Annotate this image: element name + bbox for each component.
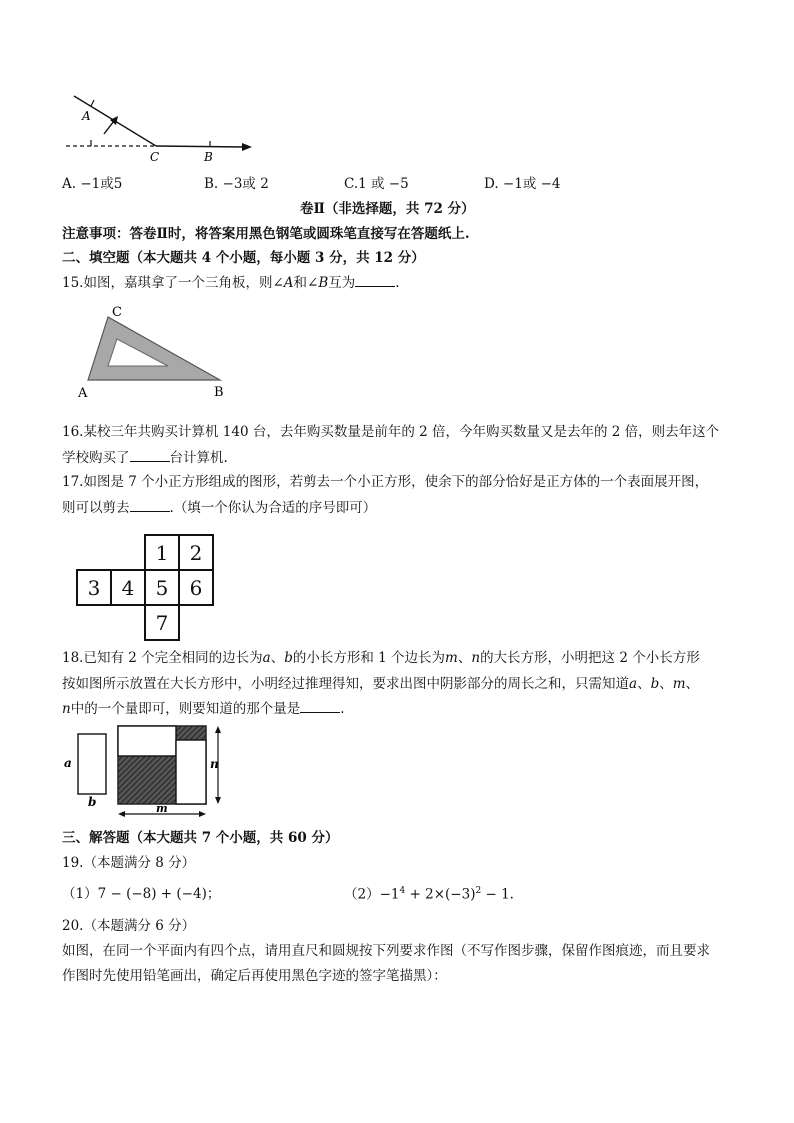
net-cell-3: 3 [77,570,111,605]
label-b: B [204,150,213,164]
q20-line2: 作图时先使用铅笔画出，确定后再使用黑色字迹的签字笔描黑）： [62,968,447,984]
rotation-arrow [104,121,114,134]
arrow-head-right [242,143,252,151]
label-a: A [82,109,91,123]
net-cell-4: 4 [111,570,145,605]
fig-label-n: n [210,757,219,771]
part2-title: 卷Ⅱ（非选择题，共 72 分） [300,201,475,217]
net-cell-6: 6 [179,570,213,605]
q18-var-b2: b [650,676,660,692]
net-cell-2: 2 [179,535,213,570]
q19-p2-c: − 1. [481,886,514,903]
section3-heading: 三、解答题（本大题共 7 个小题，共 60 分） [62,830,339,846]
q15-mid: 和∠ [293,275,319,291]
net-cell-7: 7 [145,605,179,640]
q18-line3 [62,700,345,717]
q15-triangle-figure [72,302,232,402]
q18-l1b: 的小长方形和 1 个边长为 [292,650,446,666]
fig-label-a: a [64,756,72,770]
tri-label-a: A [78,386,88,401]
q15-end: . [395,275,400,291]
dim-n-arrow-bottom [215,797,221,804]
q14-option-a[interactable]: A. −1或5 [62,176,123,192]
q18-var-n: n [471,650,481,666]
q18-line1 [62,650,700,666]
q20-line1: 如图，在同一个平面内有四个点，请用直尺和圆规按下列要求作图（不写作图步骤，保留作图痕迹，而且要求 [62,943,710,959]
dim-m-arrow-right [199,811,206,817]
inner-small-rect-top [118,726,176,756]
set-square-outer [88,317,220,380]
q18-sep2: 、 [457,650,472,666]
dim-m-arrow-left [118,811,125,817]
q18-sep3: 、 [637,676,651,692]
q17-line2 [62,499,376,516]
net-cell-1: 1 [145,535,179,570]
q18-l1a: 18.已知有 2 个完全相同的边长为 [62,650,263,666]
q16-after: 台计算机. [169,450,228,466]
q15-before: 15.如图，嘉琪拿了一个三角板，则∠ [62,275,284,291]
q18-var-b: b [284,650,293,666]
q18-l2a: 按如图所示放置在大长方形中，小明经过推理得知，要求出图中阴影部分的周长之和，只需知道 [62,676,629,692]
q16-line1: 16.某校三年共购买计算机 140 台，去年购买数量是前年的 2 倍，今年购买数量又是去年的 2 倍，则去年这个 [62,424,720,440]
q18-var-a2: a [629,676,638,692]
q19-p2-exp1: 4 [399,886,406,896]
q17-square-net [76,534,214,641]
q19-p2-a: （2）−1 [344,886,400,903]
section2-heading: 二、填空题（本大题共 4 个小题，每小题 3 分，共 12 分） [62,250,425,266]
q18-var-a: a [262,650,271,666]
q18-var-m: m [445,650,458,666]
q18-figure [60,722,235,827]
part2-notice: 注意事项：答卷Ⅱ时，将答案用黑色钢笔或圆珠笔直接写在答题纸上. [62,226,470,242]
q15-var-b: B [318,275,329,291]
q14-figure [60,88,270,168]
q19-part2 [344,886,514,903]
q18-l3a: 中的一个量即可，则要知道的那个量是 [70,701,301,717]
shaded-bottom-left [118,756,176,804]
tri-label-b: B [214,385,224,400]
q19-title: 19.（本题满分 8 分） [62,855,196,871]
q19-p2-exp2: 2 [475,886,482,896]
q15-var-a: A [283,275,294,291]
q16-before: 学校购买了 [62,450,130,466]
q18-answer-blank[interactable] [300,700,340,713]
q17-after: .（填一个你认为合适的序号即可） [169,500,377,516]
q14-option-c[interactable]: C.1 或 −5 [344,176,409,192]
q18-var-n3: n [62,701,71,717]
tick-a [91,100,94,106]
tri-label-c: C [112,305,122,320]
q18-l1c: 的大长方形，小明把这 2 个小长方形 [480,650,700,666]
q15-answer-blank[interactable] [355,274,395,287]
fig-label-b: b [88,795,97,809]
q15-text [62,274,400,291]
q18-l3end: . [340,701,345,717]
q18-var-m2: m [672,676,686,692]
q14-option-b[interactable]: B. −3或 2 [204,176,269,192]
q16-answer-blank[interactable] [130,449,170,462]
q18-sep4: 、 [659,676,673,692]
dim-n-arrow-top [215,726,221,733]
q17-answer-blank[interactable] [130,499,170,512]
q14-option-d[interactable]: D. −1或 −4 [484,176,561,192]
inner-small-rect-right [176,740,206,804]
q18-sep5: 、 [685,676,700,692]
q17-before: 则可以剪去 [62,500,130,516]
q16-line2 [62,449,228,466]
ray-cb [156,146,245,147]
q20-title: 20.（本题满分 6 分） [62,918,196,934]
q17-line1: 17.如图是 7 个小正方形组成的图形，若剪去一个小正方形，使余下的部分恰好是正方体的一个表面展开图， [62,474,709,490]
q19-part1: （1）7 − (−8) + (−4)； [62,886,221,902]
fig-label-m: m [156,802,168,815]
label-c: C [150,150,160,164]
shaded-top-right [176,726,206,740]
net-cell-5: 5 [145,570,179,605]
q18-line2 [62,676,699,692]
q15-after: 互为 [328,275,356,291]
q19-p2-b: + 2×(−3) [405,886,476,903]
q18-sep1: 、 [270,650,285,666]
small-rect-alone [78,734,106,794]
